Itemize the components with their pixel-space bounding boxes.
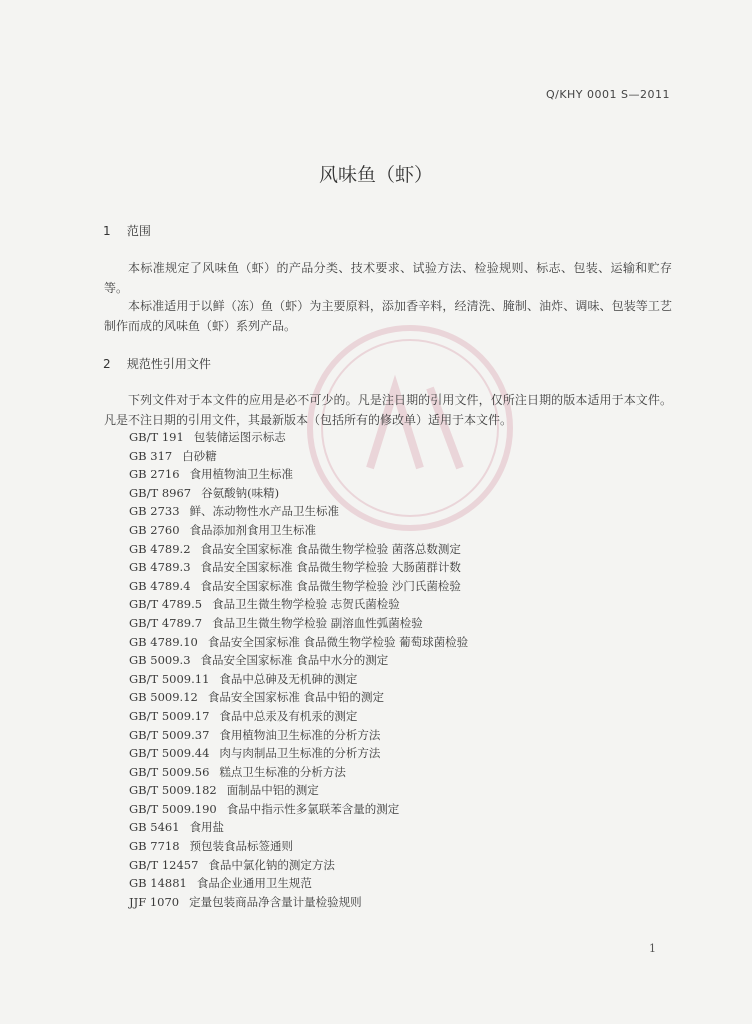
page-number: 1 (649, 942, 656, 955)
reference-code: GB 2733 (129, 504, 180, 519)
reference-code: JJF 1070 (129, 894, 180, 909)
reference-item (129, 688, 468, 707)
reference-title: 面制品中铝的测定 (226, 783, 319, 798)
scope-paragraph-1: 本标准规定了风味鱼（虾）的产品分类、技术要求、试验方法、检验规则、标志、包装、运输和贮存等。 (104, 261, 672, 295)
reference-title: 定量包装商品净含量计量检验规则 (189, 894, 362, 909)
reference-title: 糕点卫生标准的分析方法 (219, 764, 346, 779)
reference-item (129, 428, 468, 447)
reference-title: 食品添加剂食用卫生标准 (189, 522, 317, 537)
reference-title: 食品卫生微生物学检验 志贺氏菌检验 (212, 597, 400, 612)
reference-code: GB/T 5009.17 (129, 708, 210, 723)
reference-item (129, 670, 468, 689)
reference-code: GB 7718 (129, 839, 180, 854)
reference-item (129, 447, 468, 466)
reference-item (129, 502, 468, 521)
reference-item (129, 856, 468, 875)
reference-code: GB/T 5009.44 (129, 746, 210, 761)
reference-title: 食用盐 (189, 820, 225, 835)
reference-item (129, 558, 468, 577)
reference-title: 食用植物油卫生标准的分析方法 (219, 727, 381, 742)
document-title: 风味鱼（虾） (318, 164, 433, 186)
reference-title: 食品安全国家标准 食品微生物学检验 沙门氏菌检验 (200, 578, 461, 593)
reference-item (129, 614, 468, 633)
reference-title: 食品安全国家标准 食品微生物学检验 葡萄球菌检验 (207, 634, 469, 649)
reference-title: 食品中总砷及无机砷的测定 (219, 671, 358, 686)
normative-intro-paragraph: 下列文件对于本文件的应用是必不可少的。凡是注日期的引用文件，仅所注日期的版本适用于本文件。凡是不注日期的引用文件，其最新版本（包括所有的修改单）适用于本文件。 (104, 393, 672, 427)
section-2-title: 规范性引用文件 (126, 357, 211, 371)
reference-title: 食品安全国家标准 食品微生物学检验 菌落总数测定 (200, 541, 461, 556)
reference-code: GB 14881 (129, 876, 187, 891)
reference-item (129, 744, 468, 763)
section-1-title: 范围 (126, 224, 151, 238)
reference-title: 食品中氯化钠的测定方法 (208, 857, 335, 872)
reference-title: 预包装食品标签通则 (189, 839, 294, 854)
reference-title: 食用植物油卫生标准 (189, 467, 294, 482)
reference-item (129, 763, 468, 782)
reference-code: GB/T 5009.190 (129, 801, 217, 816)
reference-item (129, 781, 468, 800)
reference-title: 食品安全国家标准 食品中水分的测定 (200, 653, 389, 668)
reference-code: GB/T 8967 (129, 485, 192, 500)
reference-item (129, 837, 468, 856)
reference-code: GB 4789.10 (129, 634, 198, 649)
reference-item (129, 540, 468, 559)
reference-title: 食品卫生微生物学检验 副溶血性弧菌检验 (212, 615, 423, 630)
reference-item (129, 465, 468, 484)
section-2-heading (103, 355, 211, 372)
reference-title: 食品中总汞及有机汞的测定 (219, 708, 358, 723)
reference-title: 肉与肉制品卫生标准的分析方法 (219, 746, 381, 761)
reference-item (129, 484, 468, 503)
reference-title: 食品中指示性多氯联苯含量的测定 (226, 801, 400, 816)
reference-item (129, 707, 468, 726)
reference-item (129, 818, 468, 837)
reference-item (129, 726, 468, 745)
reference-item (129, 521, 468, 540)
reference-item (129, 651, 468, 670)
reference-code: GB/T 5009.37 (129, 727, 210, 742)
section-1-heading (103, 222, 151, 239)
reference-title: 食品安全国家标准 食品中铅的测定 (207, 690, 385, 705)
reference-code: GB 5461 (129, 820, 180, 835)
reference-code: GB/T 5009.11 (129, 671, 210, 686)
reference-code: GB 2760 (129, 522, 180, 537)
reference-code: GB 4789.3 (129, 560, 191, 575)
reference-item (129, 893, 468, 912)
reference-title: 鲜、冻动物性水产品卫生标准 (189, 504, 340, 519)
section-1-number: 1 (103, 224, 111, 238)
reference-code: GB 5009.3 (129, 653, 191, 668)
reference-code: GB/T 4789.7 (129, 615, 203, 630)
reference-item (129, 595, 468, 614)
reference-title: 谷氨酸钠(味精) (201, 485, 280, 500)
reference-code: GB 4789.4 (129, 578, 191, 593)
reference-title: 食品安全国家标准 食品微生物学检验 大肠菌群计数 (200, 560, 461, 575)
reference-code: GB 2716 (129, 467, 180, 482)
reference-code: GB 317 (129, 448, 173, 463)
reference-code: GB/T 12457 (129, 857, 199, 872)
standard-number: Q/KHY 0001 S—2011 (545, 88, 670, 101)
reference-title: 包装储运图示标志 (193, 430, 286, 444)
reference-code: GB/T 5009.182 (129, 783, 217, 798)
section-2-number: 2 (103, 357, 111, 371)
scope-paragraph-2: 本标准适用于以鲜（冻）鱼（虾）为主要原料，添加香辛料，经清洗、腌制、油炸、调味、包装等工艺制作而成的风味鱼（虾）系列产品。 (104, 299, 672, 333)
reference-code: GB/T 4789.5 (129, 597, 203, 612)
reference-code: GB/T 5009.56 (129, 764, 210, 779)
reference-item (129, 874, 468, 893)
reference-item (129, 633, 468, 652)
reference-title: 白砂糖 (182, 448, 217, 463)
reference-list (129, 428, 468, 911)
reference-item (129, 577, 468, 596)
reference-code: GB 4789.2 (129, 541, 191, 556)
reference-code: GB/T 191 (129, 430, 184, 444)
reference-title: 食品企业通用卫生规范 (196, 876, 312, 891)
reference-code: GB 5009.12 (129, 690, 198, 705)
reference-item (129, 800, 468, 819)
